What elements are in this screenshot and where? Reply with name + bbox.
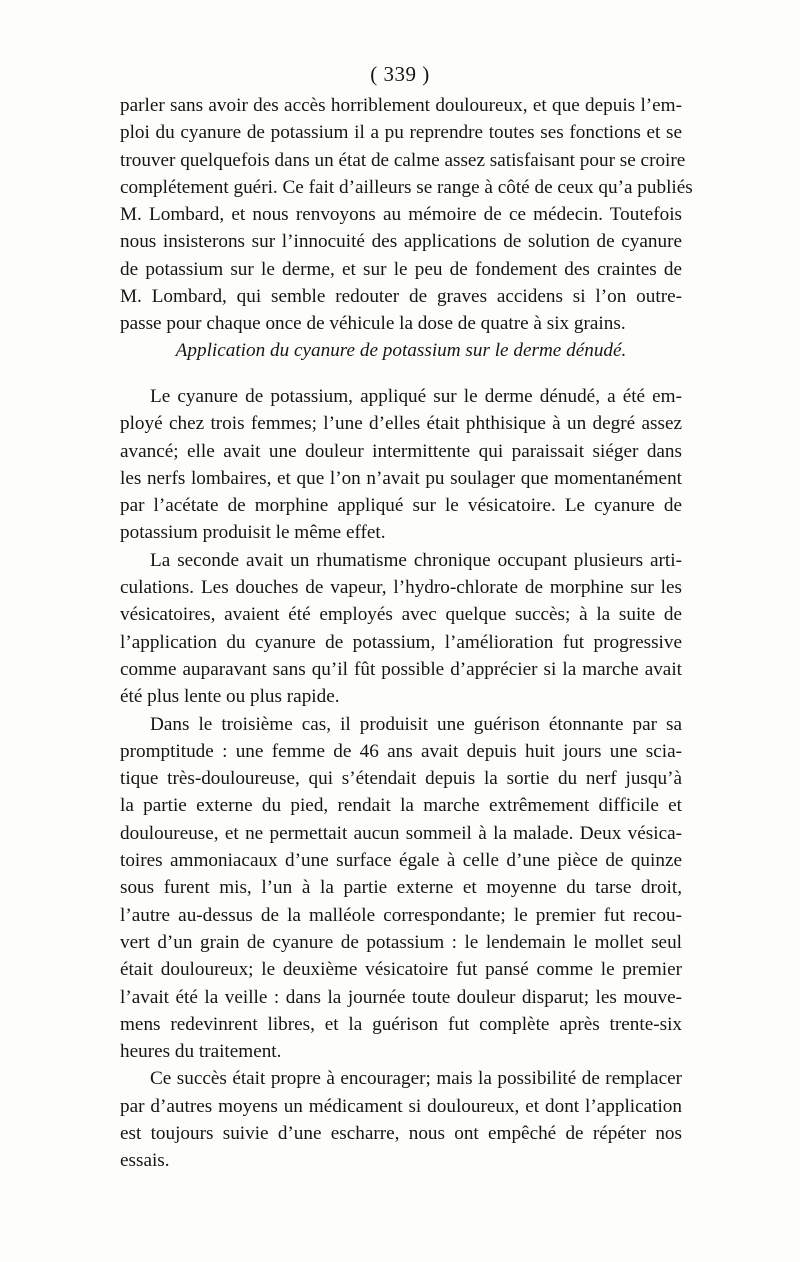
- text-line: potassium produisit le même effet.: [120, 522, 386, 544]
- body-text-top: [120, 92, 693, 338]
- page-number: ( 339 ): [370, 62, 430, 86]
- text-line: l’avait été la veille : dans la journée toute douleur disparut; les mouve-: [120, 986, 682, 1008]
- text-line: nous insisterons sur l’innocuité des applications de solution de cyanure: [120, 231, 682, 253]
- text-line: passe pour chaque once de véhicule la dose de quatre à six grains.: [120, 313, 626, 335]
- text-line: promptitude : une femme de 46 ans avait depuis huit jours une scia-: [120, 740, 682, 762]
- text-line: les nerfs lombaires, et que l’on n’avait pu soulager que momentanément: [120, 467, 682, 489]
- text-line: tique très-douloureuse, qui s’étendait depuis la sortie du nerf jusqu’à: [120, 768, 682, 790]
- text-line: Le cyanure de potassium, appliqué sur le derme dénudé, a été em-: [150, 386, 682, 407]
- section-heading: Application du cyanure de potassium sur le derme dénudé.: [175, 340, 627, 361]
- text-line: par d’autres moyens un médicament si douloureux, et dont l’application: [120, 1095, 682, 1117]
- text-line: heures du traitement.: [120, 1041, 282, 1063]
- text-line: M. Lombard, et nous renvoyons au mémoire de ce médecin. Toutefois: [120, 204, 682, 226]
- text-line: était douloureux; le deuxième vésicatoire fut pansé comme le premier: [120, 959, 682, 981]
- paragraph-continued: [120, 92, 693, 338]
- text-line: culations. Les douches de vapeur, l’hydro-chlorate de morphine sur les: [120, 577, 682, 599]
- text-line: avancé; elle avait une douleur intermittente qui paraissait siéger dans: [120, 440, 682, 462]
- text-line: la partie externe du pied, rendait la marche extrêmement difficile et: [120, 795, 682, 817]
- text-line: ploi du cyanure de potassium il a pu reprendre toutes ses fonctions et se: [120, 122, 682, 144]
- text-line: par l’acétate de morphine appliqué sur le vésicatoire. Le cyanure de: [120, 495, 682, 517]
- text-line: l’autre au-dessus de la malléole correspondante; le premier fut recou-: [120, 904, 682, 926]
- text-line: comme auparavant sans qu’il fût possible d’apprécier si la marche avait: [120, 658, 682, 680]
- text-line: complétement guéri. Ce fait d’ailleurs se range à côté de ceux qu’a publiés: [120, 176, 693, 198]
- text-line: parler sans avoir des accès horriblement douloureux, et que depuis l’em-: [120, 95, 682, 116]
- text-line: vésicatoires, avaient été employés avec quelque succès; à la suite de: [120, 604, 682, 626]
- text-line: La seconde avait un rhumatisme chronique occupant plusieurs arti-: [150, 549, 682, 571]
- paragraph: [120, 1065, 682, 1174]
- text-line: été plus lente ou plus rapide.: [120, 686, 340, 708]
- text-line: mens redevinrent libres, et la guérison fut complète après trente-six: [120, 1013, 682, 1035]
- text-line: essais.: [120, 1150, 170, 1172]
- body-text-section: [120, 383, 682, 1175]
- text-line: ployé chez trois femmes; l’une d’elles était phthisique à un degré assez: [120, 413, 682, 435]
- paragraph: [120, 711, 682, 1066]
- text-line: vert d’un grain de cyanure de potassium : le lendemain le mollet seul: [120, 931, 682, 953]
- text-line: Dans le troisième cas, il produisit une guérison étonnante par sa: [150, 713, 682, 735]
- text-line: trouver quelquefois dans un état de calme assez satisfaisant pour se croire: [120, 149, 686, 171]
- text-line: l’application du cyanure de potassium, l’amélioration fut progressive: [120, 631, 682, 653]
- paragraph: [120, 547, 682, 711]
- text-line: est toujours suivie d’une escharre, nous ont empêché de répéter nos: [120, 1123, 682, 1145]
- text-line: M. Lombard, qui semble redouter de graves accidens si l’on outre-: [120, 286, 682, 308]
- text-line: de potassium sur le derme, et sur le peu de fondement des craintes de: [120, 258, 682, 280]
- text-line: douloureuse, et ne permettait aucun sommeil à la malade. Deux vésica-: [120, 822, 682, 844]
- paragraph: [120, 383, 682, 547]
- text-line: sous furent mis, l’un à la partie externe et moyenne du tarse droit,: [120, 877, 682, 899]
- text-line: Ce succès était propre à encourager; mais la possibilité de remplacer: [150, 1068, 682, 1090]
- text-line: toires ammoniacaux d’une surface égale à celle d’une pièce de quinze: [120, 850, 682, 872]
